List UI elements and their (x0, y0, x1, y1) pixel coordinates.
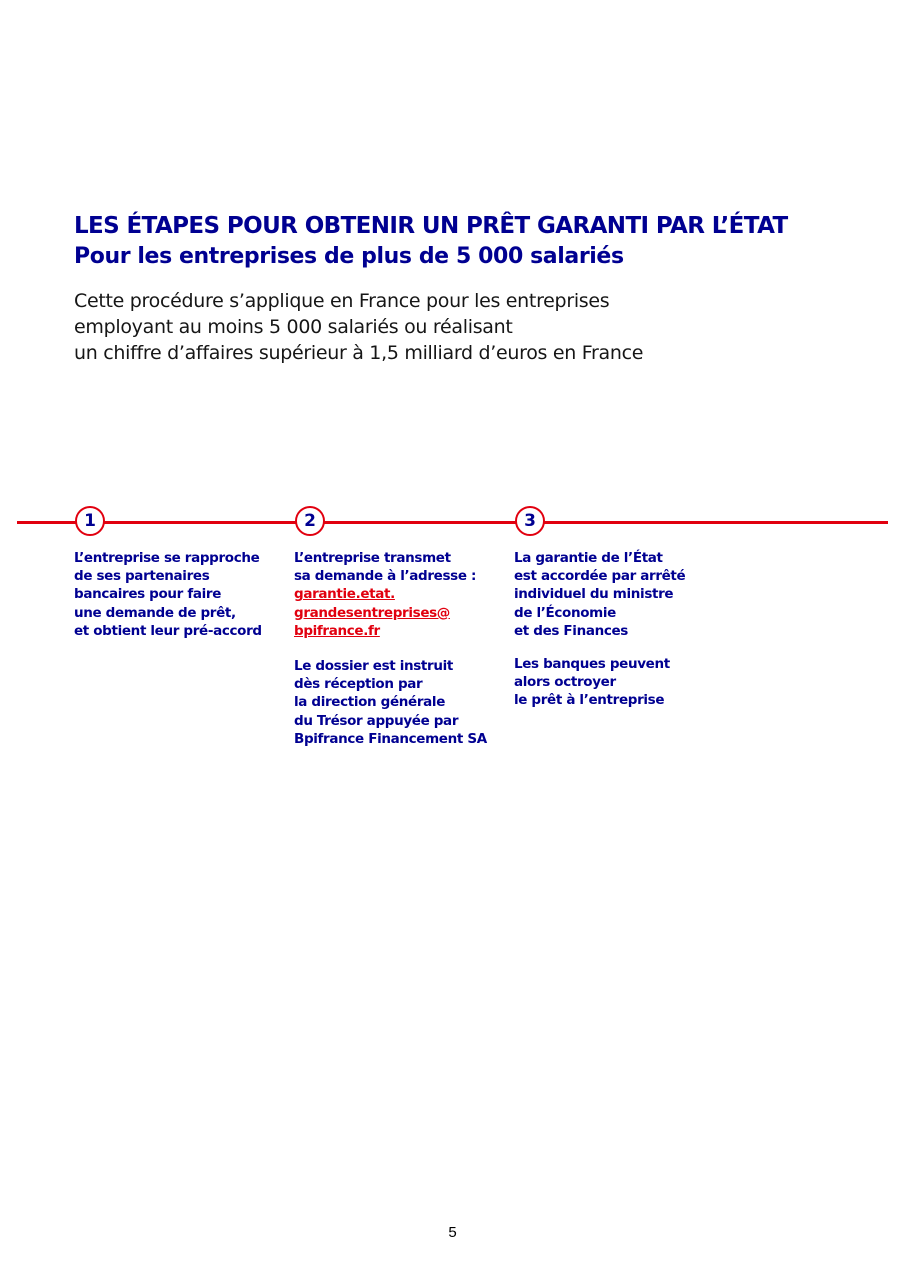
step-2-line: Bpifrance Financement SA (294, 730, 487, 747)
step-1-line: bancaires pour faire (74, 586, 222, 603)
step-1-description (74, 549, 286, 640)
step-1-line: et obtient leur pré-accord (74, 622, 262, 639)
step-2-number-badge: 2 (295, 506, 325, 536)
step-1-line: une demande de prêt, (74, 604, 236, 621)
step-3-line: individuel du ministre (514, 586, 674, 603)
page-title: LES ÉTAPES POUR OBTENIR UN PRÊT GARANTI PAR L’ÉTAT (74, 213, 788, 239)
step-2-line: sa demande à l’adresse : (294, 568, 477, 585)
paragraph-spacer (514, 640, 726, 655)
step-1-number-badge: 1 (75, 506, 105, 536)
step-3-line: le prêt à l’entreprise (514, 692, 665, 709)
step-3-description (514, 549, 726, 710)
step-3-number-badge: 3 (515, 506, 545, 536)
page-number: 5 (448, 1224, 457, 1241)
timeline-line (17, 521, 888, 524)
step-1-line: L’entreprise se rapproche (74, 550, 260, 566)
step-3-line: alors octroyer (514, 674, 616, 691)
step-2-line: du Trésor appuyée par (294, 712, 459, 729)
step-3-line: Les banques peuvent (514, 656, 670, 673)
step-3-line: est accordée par arrêté (514, 568, 686, 585)
page-subtitle: Pour les entreprises de plus de 5 000 salariés (74, 244, 624, 269)
step-2-line: dès réception par (294, 676, 423, 693)
step-3-line: La garantie de l’État (514, 550, 663, 566)
step-2-line: la direction générale (294, 694, 445, 711)
paragraph-spacer (294, 640, 506, 657)
intro-paragraph (74, 288, 834, 366)
intro-line: employant au moins 5 000 salariés ou réalisant (74, 316, 513, 338)
step-2-line: L’entreprise transmet (294, 550, 451, 566)
email-link[interactable]: garantie.etat. (294, 586, 395, 603)
step-3-line: et des Finances (514, 622, 628, 639)
step-3-line: de l’Économie (514, 604, 616, 621)
intro-line: Cette procédure s’applique en France pour les entreprises (74, 290, 610, 312)
email-link[interactable]: bpifrance.fr (294, 622, 380, 639)
intro-line: un chiffre d’affaires supérieur à 1,5 milliard d’euros en France (74, 342, 644, 364)
email-link[interactable]: grandesentreprises@ (294, 604, 450, 621)
step-1-line: de ses partenaires (74, 568, 210, 585)
step-2-description (294, 549, 506, 748)
step-2-line: Le dossier est instruit (294, 658, 453, 675)
